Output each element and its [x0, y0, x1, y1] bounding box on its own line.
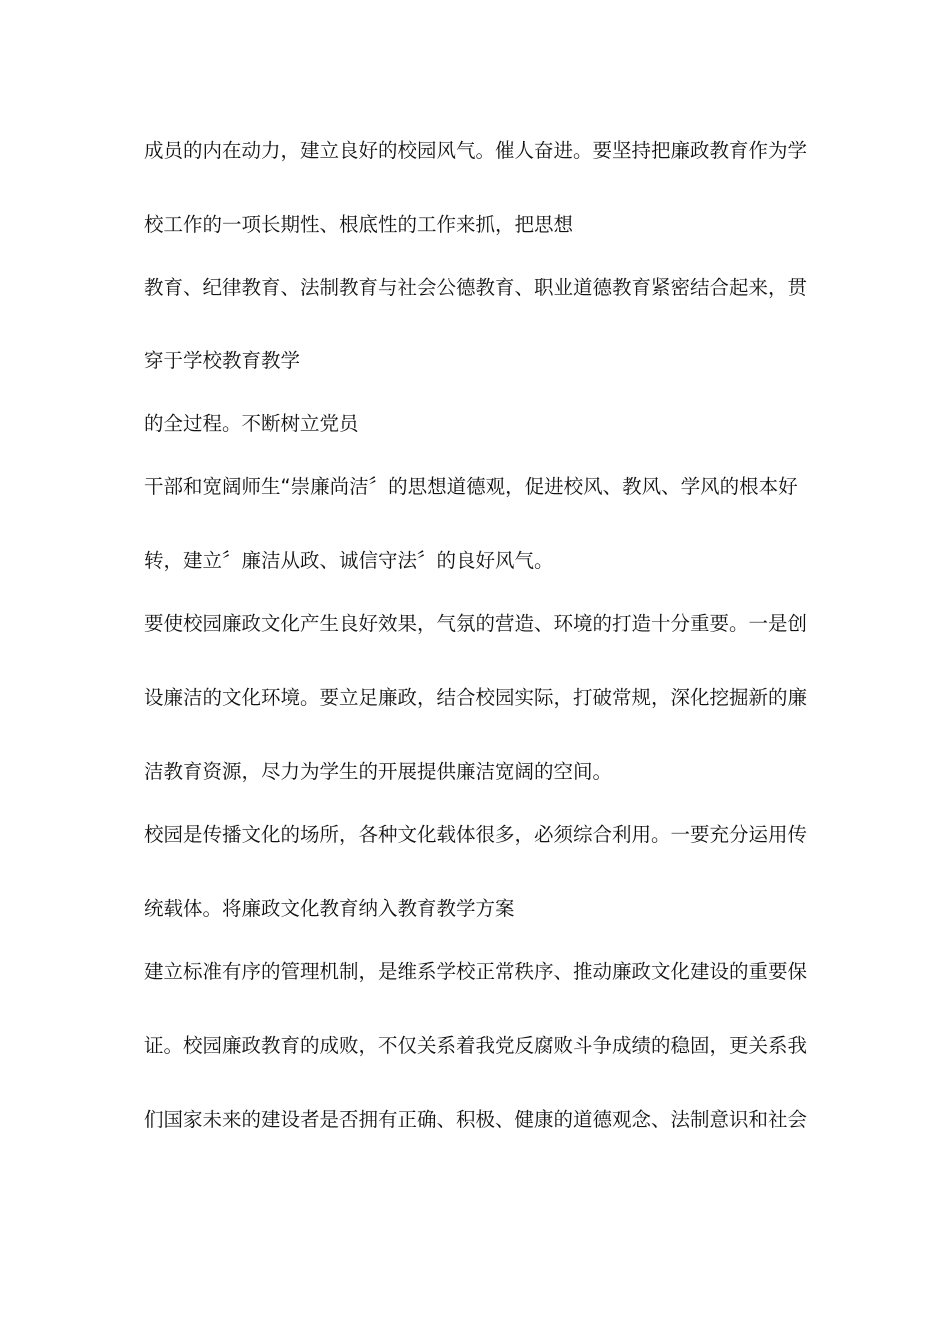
text-line: 设廉洁的文化环境。要立足廉政，结合校园实际，打破常规，深化挖掘新的廉 [144, 686, 808, 709]
text-line: 证。校园廉政教育的成败，不仅关系着我党反腐败斗争成绩的稳固，更关系我 [144, 1034, 808, 1057]
text-line: 的全过程。不断树立党员 [144, 412, 359, 435]
text-line: 校园是传播文化的场所，各种文化载体很多，必须综合利用。一要充分运用传 [144, 823, 808, 846]
text-line: 洁教育资源，尽力为学生的开展提供廉洁宽阔的空间。 [144, 760, 613, 783]
text-line: 们国家未来的建设者是否拥有正确、积极、健康的道德观念、法制意识和社会 [144, 1108, 808, 1131]
text-line: 统载体。将廉政文化教育纳入教育教学方案 [144, 897, 515, 920]
text-line: 穿于学校教育教学 [144, 349, 301, 372]
text-line: 建立标准有序的管理机制，是维系学校正常秩序、推动廉政文化建设的重要保 [144, 960, 808, 983]
text-line: 要使校园廉政文化产生良好效果，气氛的营造、环境的打造十分重要。一是创 [144, 612, 808, 635]
text-line: 成员的内在动力，建立良好的校园风气。催人奋进。要坚持把廉政教育作为学 [144, 139, 808, 162]
text-line: 干部和宽阔师生“崇廉尚洁〞的思想道德观，促进校风、教风、学风的根本好 [144, 475, 798, 498]
text-line: 校工作的一项长期性、根底性的工作来抓，把思想 [144, 213, 574, 236]
text-line: 教育、纪律教育、法制教育与社会公德教育、职业道德教育紧密结合起来，贯 [144, 276, 808, 299]
text-line: 转，建立〞廉洁从政、诚信守法〞的良好风气。 [144, 549, 554, 572]
